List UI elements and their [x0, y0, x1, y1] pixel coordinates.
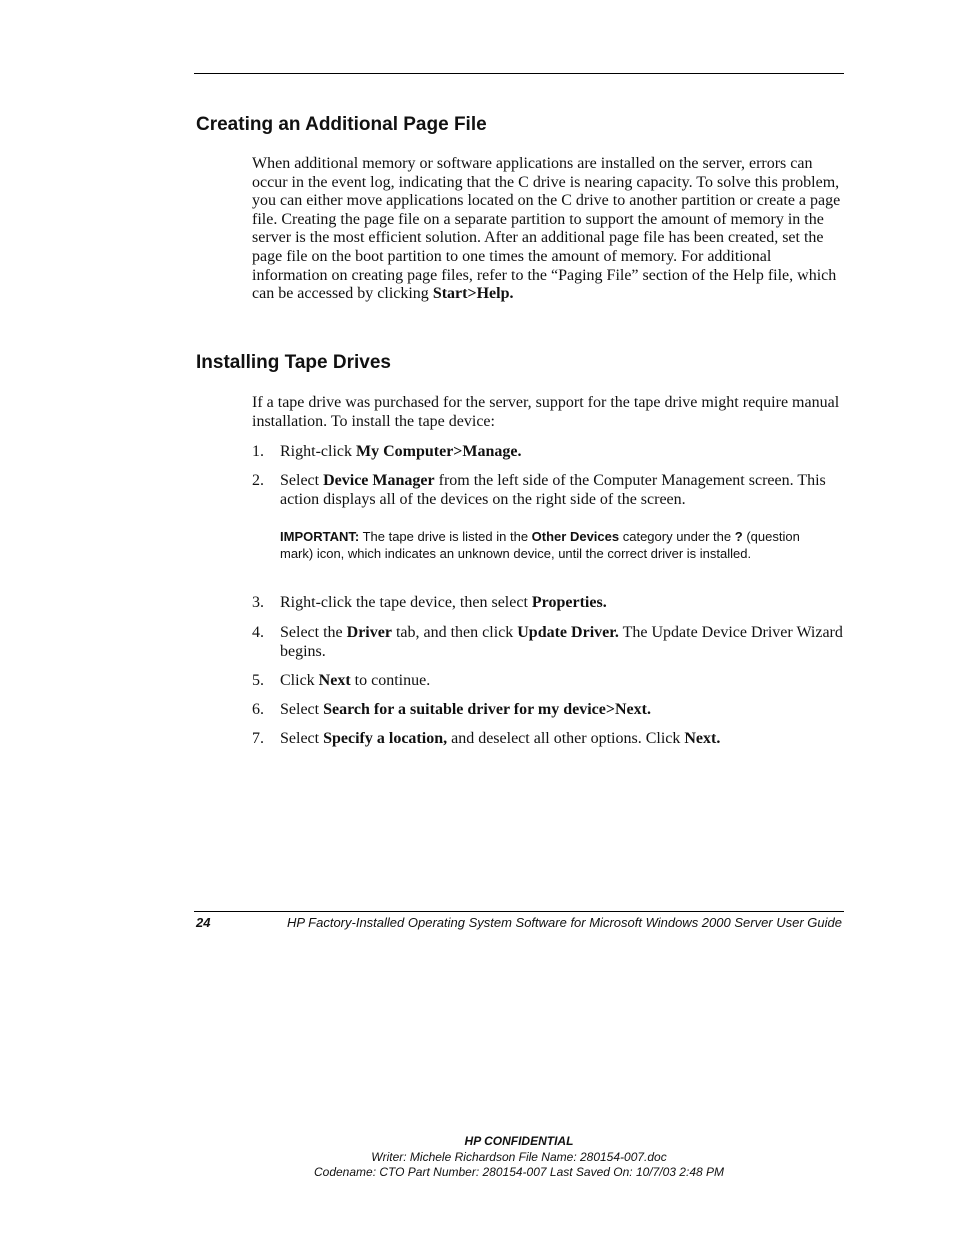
- section-heading-page-file: Creating an Additional Page File: [196, 114, 487, 135]
- header-rule: [194, 73, 844, 74]
- confidential-label: HP CONFIDENTIAL: [464, 1134, 574, 1148]
- tape-intro-paragraph: If a tape drive was purchased for the server, support for the tape drive might require manual installation. To install the tape device:: [252, 394, 840, 430]
- writer-info: Writer: Michele Richardson File Name: 280154-007.doc: [371, 1149, 667, 1164]
- footer-rule: [194, 911, 844, 912]
- section-heading-tape-drives: Installing Tape Drives: [196, 352, 391, 373]
- page-number: 24: [196, 915, 211, 930]
- important-note: IMPORTANT: The tape drive is listed in the Other Devices category under the ? (question mark) icon, which indicates an unknown device, until the correct driver is installed.: [280, 529, 800, 561]
- part-info: Codename: CTO Part Number: 280154-007 Last Saved On: 10/7/03 2:48 PM: [313, 1165, 724, 1179]
- page-file-paragraph: When additional memory or software applications are installed on the server, errors can occur in the event log, indicating that the C drive is nearing capacity. To solve this problem, you can either move applications located on the C drive to another partition or create a page file. Creating the page file on a separate partition to support the amount of memory in the server is the most efficient solution. After an additional page file has been created, set the page file on the boot partition to one times the amount of memory. For additional information on creating page files, refer to the “Paging File” section of the Help file, which can be accessed by clicking Start>Help.: [252, 155, 841, 303]
- footer-title: HP Factory-Installed Operating System Software for Microsoft Windows 2000 Server User Guide: [286, 915, 842, 930]
- confidential-block: [254, 1134, 784, 1181]
